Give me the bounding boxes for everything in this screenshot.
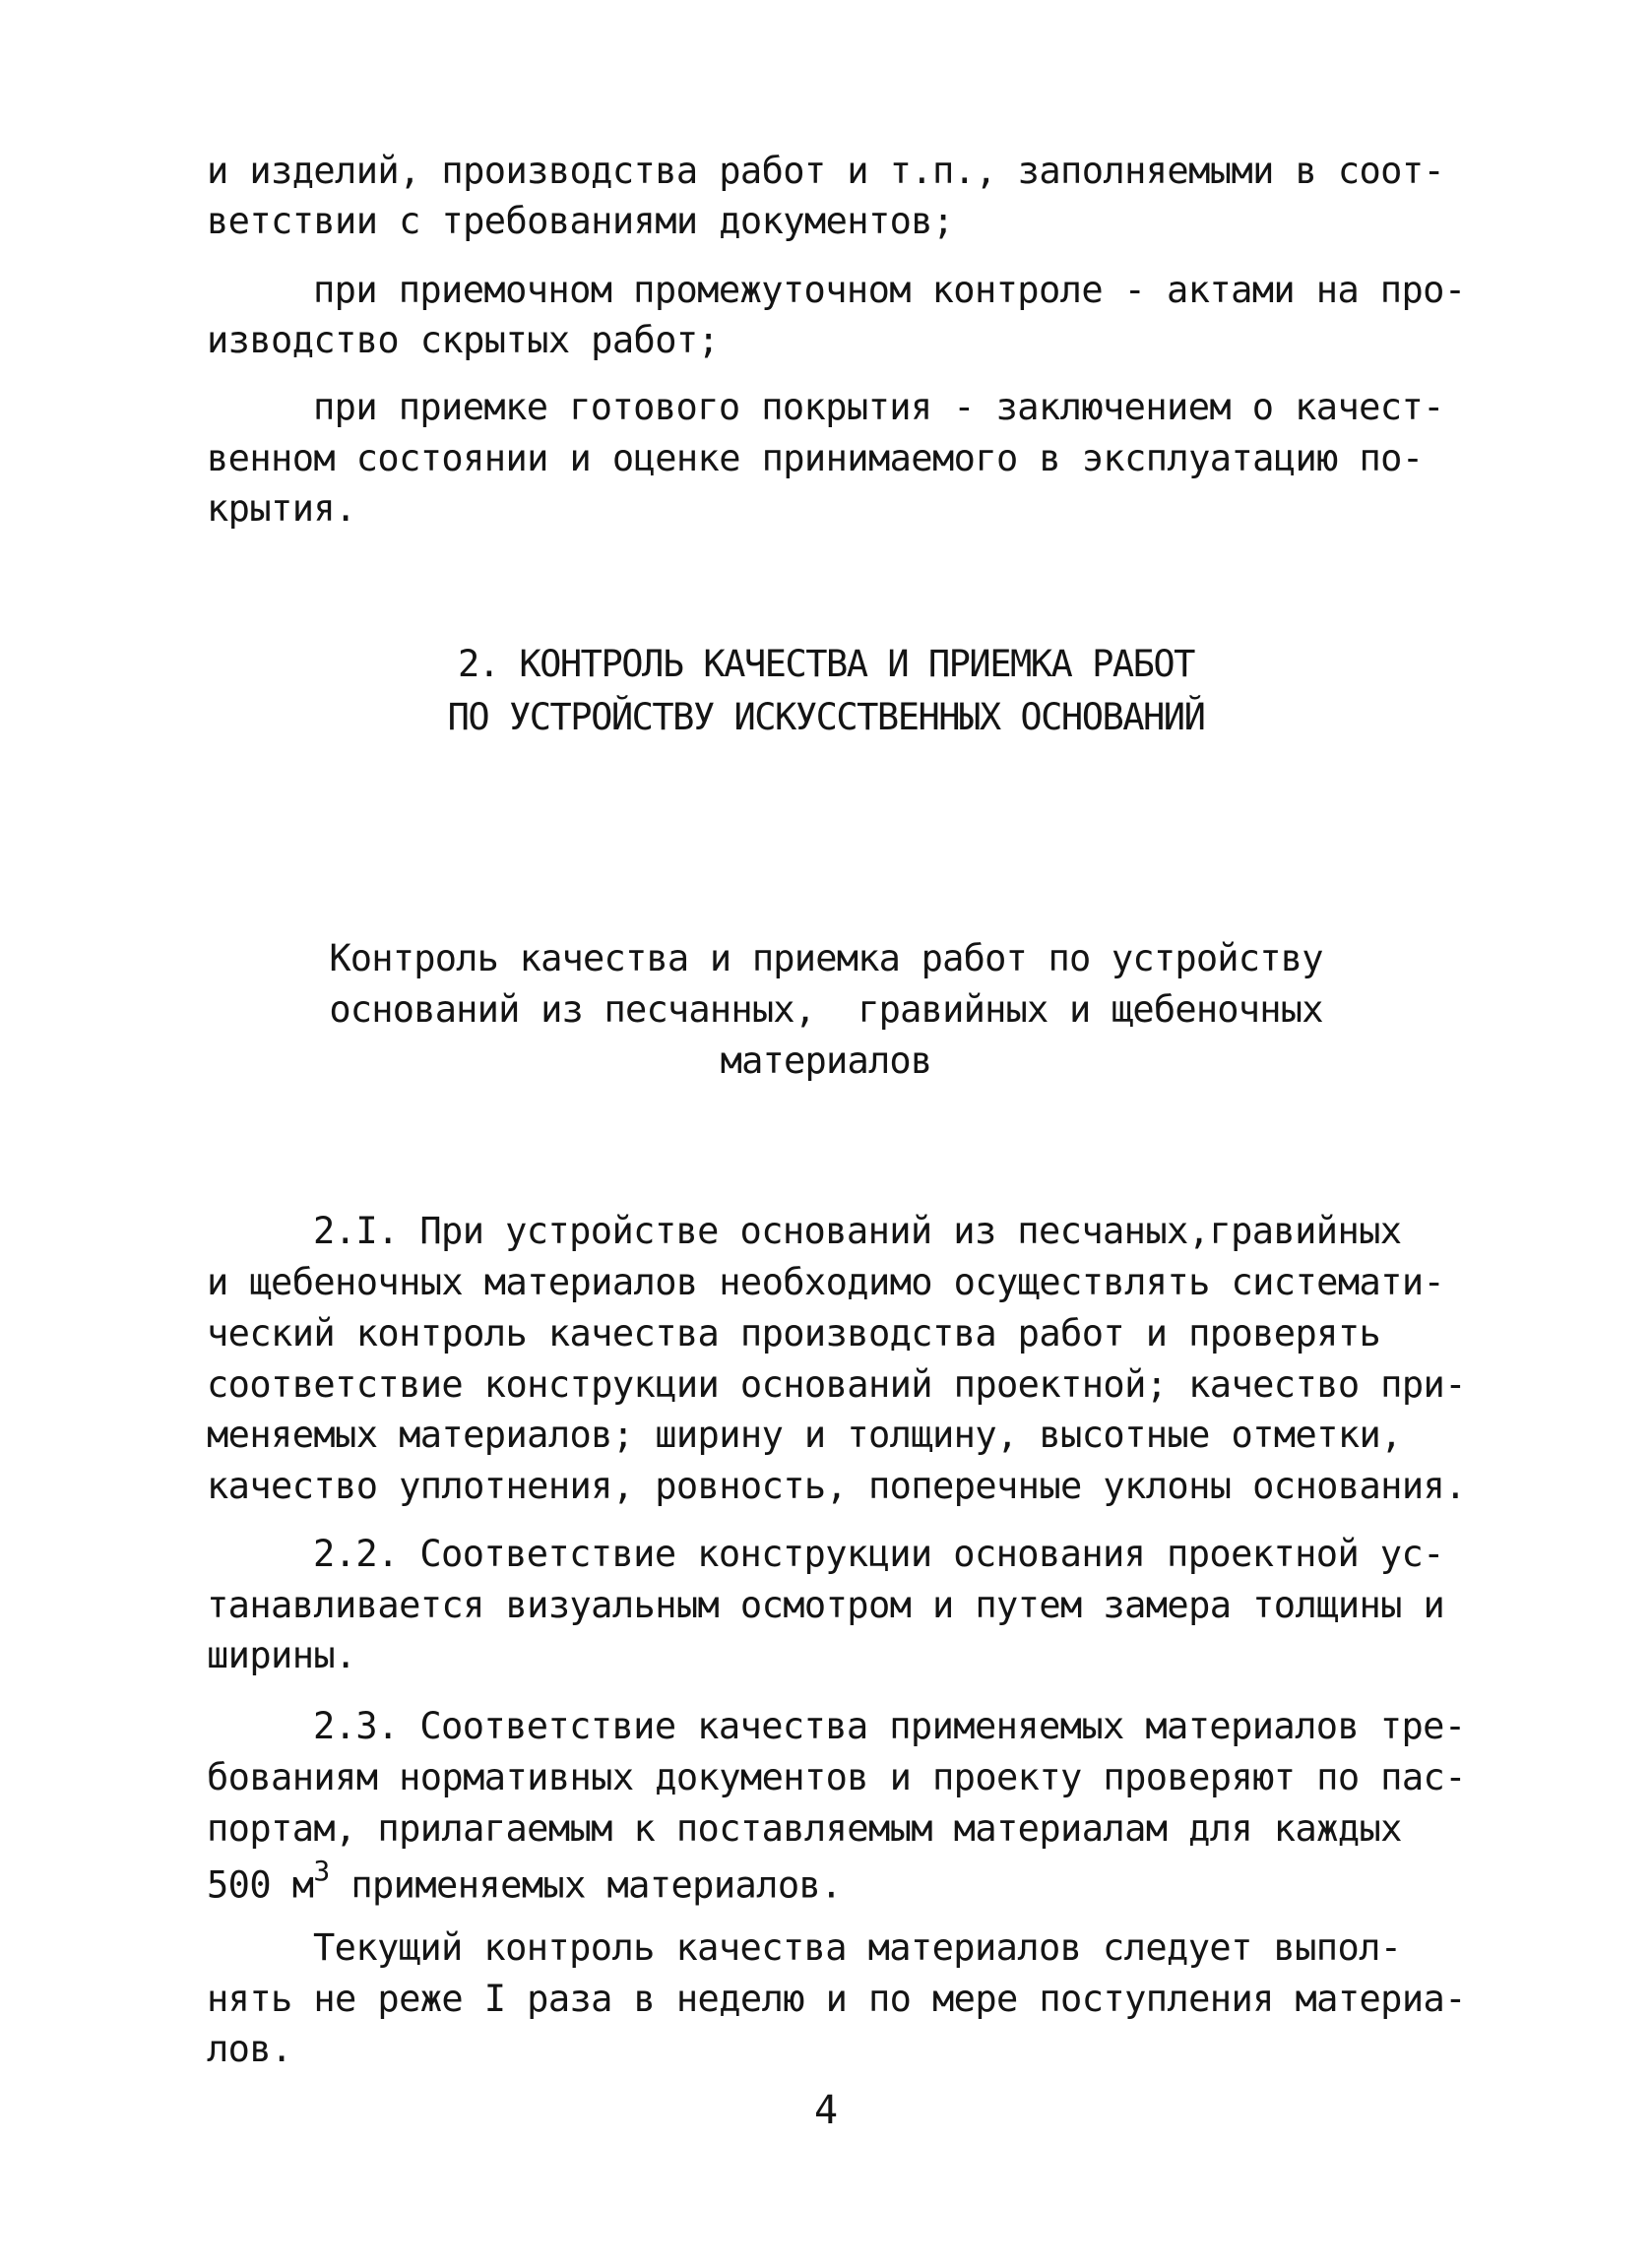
p23-line-4 <box>207 1855 842 1907</box>
p24-line-2: нять не реже I раза в неделю и по мере поступления материа- <box>207 1978 1466 2020</box>
intro-line-7: крытия. <box>207 487 356 530</box>
p21-line-2: и щебеночных материалов необходимо осуществлять системати- <box>207 1261 1445 1303</box>
p23-line-4-rest: применяемых материалов. <box>329 1863 842 1907</box>
intro-line-2: ветствии с требованиями документов; <box>207 200 954 242</box>
p21-line-1: 2.I. При устройстве оснований из песчаных,гравийных <box>313 1210 1402 1252</box>
p23-superscript: 3 <box>313 1855 330 1887</box>
intro-line-4: изводство скрытых работ; <box>207 319 720 361</box>
section-heading-line-2: ПО УСТРОЙСТВУ ИСКУССТВЕННЫХ ОСНОВАНИЙ <box>447 696 1205 738</box>
p22-line-2: танавливается визуальным осмотром и путем замера толщины и <box>207 1584 1445 1626</box>
p21-line-6: качество уплотнения, ровность, поперечные уклоны основания. <box>207 1465 1466 1507</box>
subheading-line-1: Контроль качества и приемка работ по устройству <box>329 937 1323 979</box>
p23-line-3: портам, прилагаемым к поставляемым материалам для каждых <box>207 1807 1402 1850</box>
p21-line-4: соответствие конструкции оснований проектной; качество при- <box>207 1363 1466 1406</box>
intro-line-6: венном состоянии и оценке принимаемого в эксплуатацию по- <box>207 437 1424 479</box>
p24-line-1: Текущий контроль качества материалов следует выпол- <box>313 1926 1402 1969</box>
intro-line-3: при приемочном промежуточном контроле - актами на про- <box>313 269 1466 311</box>
page-number: 4 <box>813 2088 839 2133</box>
p22-line-3: ширины. <box>207 1634 356 1676</box>
p24-line-3: лов. <box>207 2028 292 2070</box>
p21-line-3: ческий контроль качества производства работ и проверять <box>207 1312 1381 1354</box>
intro-line-1: и изделий, производства работ и т.п., заполняемыми в соот- <box>207 150 1445 192</box>
p23-line-1: 2.3. Соответствие качества применяемых материалов тре- <box>313 1705 1466 1747</box>
section-heading-line-1: 2. КОНТРОЛЬ КАЧЕСТВА И ПРИЕМКА РАБОТ <box>458 643 1194 685</box>
subheading-line-2: оснований из песчанных, гравийных и щебеночных <box>329 988 1323 1031</box>
p21-line-5: меняемых материалов; ширину и толщину, высотные отметки, <box>207 1414 1402 1456</box>
p23-volume: 500 м <box>207 1863 314 1907</box>
intro-line-5: при приемке готового покрытия - заключением о качест- <box>313 386 1444 428</box>
subheading-line-3: материалов <box>720 1040 932 1082</box>
p22-line-1: 2.2. Соответствие конструкции основания проектной ус- <box>313 1533 1444 1575</box>
p23-line-2: бованиям нормативных документов и проекту проверяют по пас- <box>207 1756 1466 1798</box>
